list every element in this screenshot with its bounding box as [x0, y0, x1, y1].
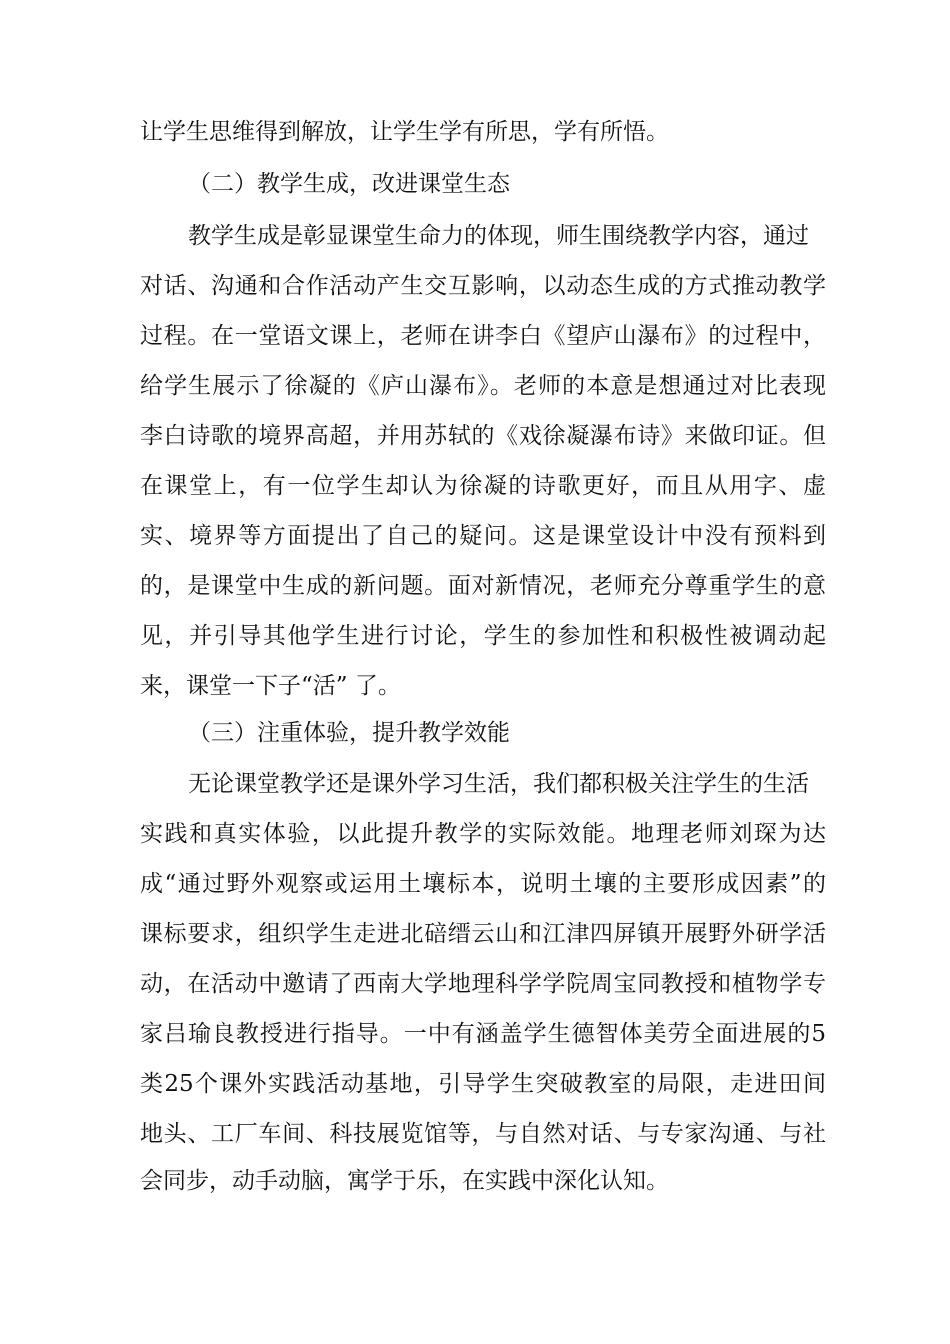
text-line-3: 教学生成是彰显课堂生命力的体现，师生围绕教学内容，通过 [188, 223, 809, 249]
text-line-22: 会同步，动手动脑，寓学于乐，在实践中深化认知。 [140, 1168, 669, 1194]
text-line-18: 动，在活动中邀请了西南大学地理科学学院周宝同教授和植物学专 [140, 971, 826, 997]
text-line-4: 对话、沟通和合作活动产生交互影响，以动态生成的方式推动教学 [140, 273, 826, 299]
text-line-21: 地头、工厂车间、科技展览馆等，与自然对话、与专家沟通、与社 [140, 1121, 826, 1147]
text-line-6: 给学生展示了徐凝的《庐山瀑布》。老师的本意是想通过对比表现 [140, 373, 826, 399]
text-line-20: 类25个课外实践活动基地，引导学生突破教室的局限，走进田间 [140, 1071, 826, 1097]
text-line-1: 让学生思维得到解放，让学生学有所思，学有所悟。 [140, 119, 669, 145]
text-line-9: 实、境界等方面提出了自己的疑问。这是课堂设计中没有预料到 [140, 523, 826, 549]
text-line-10: 的，是课堂中生成的新问题。面对新情况，老师充分尊重学生的意 [140, 573, 826, 599]
text-line-11: 见，并引导其他学生进行讨论，学生的参加性和积极性被调动起 [140, 623, 826, 649]
text-line-17: 课标要求，组织学生走进北碚缙云山和江津四屏镇开展野外研学活 [140, 921, 826, 947]
section-heading-3: （三）注重体验，提升教学效能 [188, 720, 510, 746]
section-heading-2: （二）教学生成，改进课堂生态 [188, 171, 510, 197]
text-line-12: 来，课堂一下子“活” 了。 [140, 673, 401, 699]
text-line-19: 家吕瑜良教授进行指导。一中有涵盖学生德智体美劳全面进展的5 [140, 1021, 826, 1047]
text-line-7: 李白诗歌的境界高超，并用苏轼的《戏徐凝瀑布诗》来做印证。但 [140, 423, 826, 449]
text-line-5: 过程。在一堂语文课上，老师在讲李白《望庐山瀑布》的过程中， [140, 323, 826, 349]
text-line-15: 实践和真实体验，以此提升教学的实际效能。地理老师刘琛为达 [140, 821, 826, 847]
text-line-8: 在课堂上，有一位学生却认为徐凝的诗歌更好，而且从用字、虚 [140, 473, 826, 499]
text-line-16: 成“通过野外观察或运用土壤标本，说明土壤的主要形成因素”的 [140, 871, 826, 897]
text-line-14: 无论课堂教学还是课外学习生活，我们都积极关注学生的生活 [188, 771, 809, 797]
